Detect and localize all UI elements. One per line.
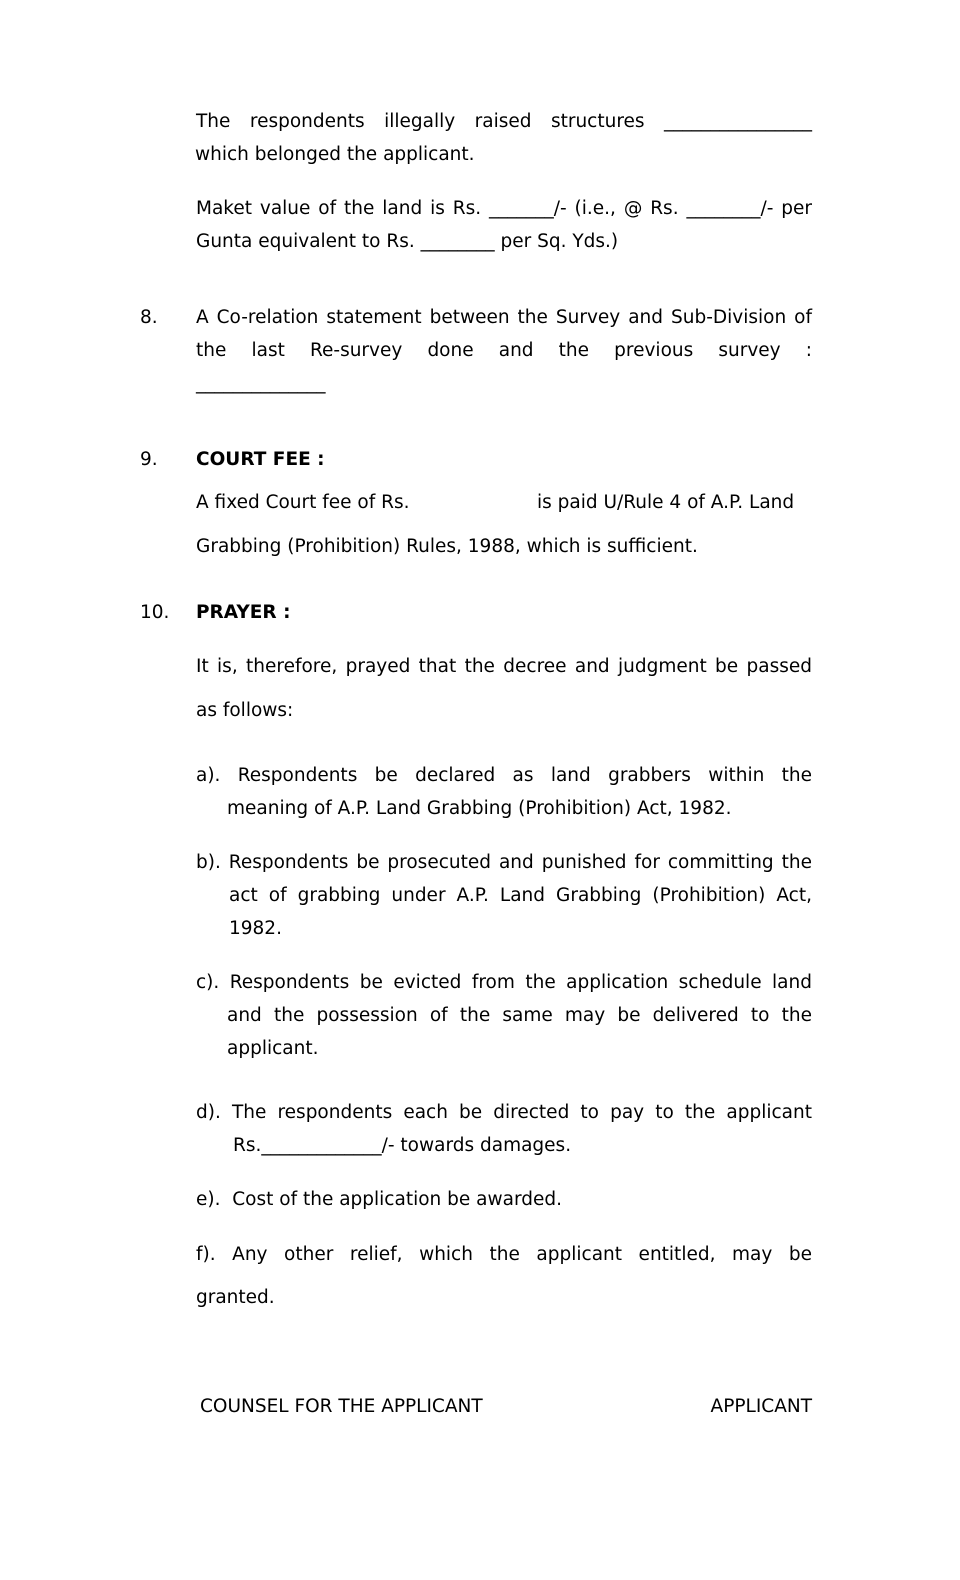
prayer-heading: PRAYER : <box>196 602 291 623</box>
item-8-number: 8. <box>140 307 158 328</box>
prayer-intro-line-1: It is, therefore, prayed that the decree and judgment be passed <box>196 656 812 677</box>
market-value-line-2: Gunta equivalent to Rs. ________ per Sq. Yds.) <box>196 231 619 252</box>
prayer-f-line-2: granted. <box>196 1287 275 1308</box>
item-9-number: 9. <box>140 449 158 470</box>
item-8-line-1: A Co-relation statement between the Survey and Sub-Division of <box>196 307 812 328</box>
prayer-d-line-2: Rs._____________/- towards damages. <box>233 1135 572 1156</box>
applicant-signature-label: APPLICANT <box>710 1396 812 1417</box>
counsel-signature-label: COUNSEL FOR THE APPLICANT <box>200 1396 483 1417</box>
prayer-b-line-2: act of grabbing under A.P. Land Grabbing (Prohibition) Act, <box>229 885 812 906</box>
court-fee-line-1-right: is paid U/Rule 4 of A.P. Land <box>537 492 795 513</box>
prayer-d-line-1: d). The respondents each be directed to pay to the applicant <box>196 1102 812 1123</box>
prayer-f-line-1: f). Any other relief, which the applicant entitled, may be <box>196 1244 812 1265</box>
structures-line-1: The respondents illegally raised structures ________________ <box>196 111 812 132</box>
prayer-c-line-2: and the possession of the same may be delivered to the <box>227 1005 812 1026</box>
prayer-b-line-1: b). Respondents be prosecuted and punished for committing the <box>196 852 812 873</box>
court-fee-line-1-left: A fixed Court fee of Rs. <box>196 492 410 513</box>
structures-line-2: which belonged the applicant. <box>195 144 475 165</box>
item-8-line-3: ______________ <box>196 373 326 394</box>
prayer-c-line-3: applicant. <box>227 1038 319 1059</box>
prayer-intro-line-2: as follows: <box>196 700 294 721</box>
prayer-a-line-2: meaning of A.P. Land Grabbing (Prohibition) Act, 1982. <box>227 798 732 819</box>
prayer-e-line-1: e). Cost of the application be awarded. <box>196 1189 562 1210</box>
prayer-c-line-1: c). Respondents be evicted from the application schedule land <box>196 972 812 993</box>
prayer-b-line-3: 1982. <box>229 918 282 939</box>
market-value-line-1: Maket value of the land is Rs. _______/- (i.e., @ Rs. ________/- per <box>196 198 812 219</box>
prayer-a-line-1: a). Respondents be declared as land grabbers within the <box>196 765 812 786</box>
item-10-number: 10. <box>140 602 170 623</box>
court-fee-heading: COURT FEE : <box>196 449 325 470</box>
court-fee-line-2: Grabbing (Prohibition) Rules, 1988, which is sufficient. <box>196 536 698 557</box>
item-8-line-2: the last Re-survey done and the previous survey : <box>196 340 812 361</box>
